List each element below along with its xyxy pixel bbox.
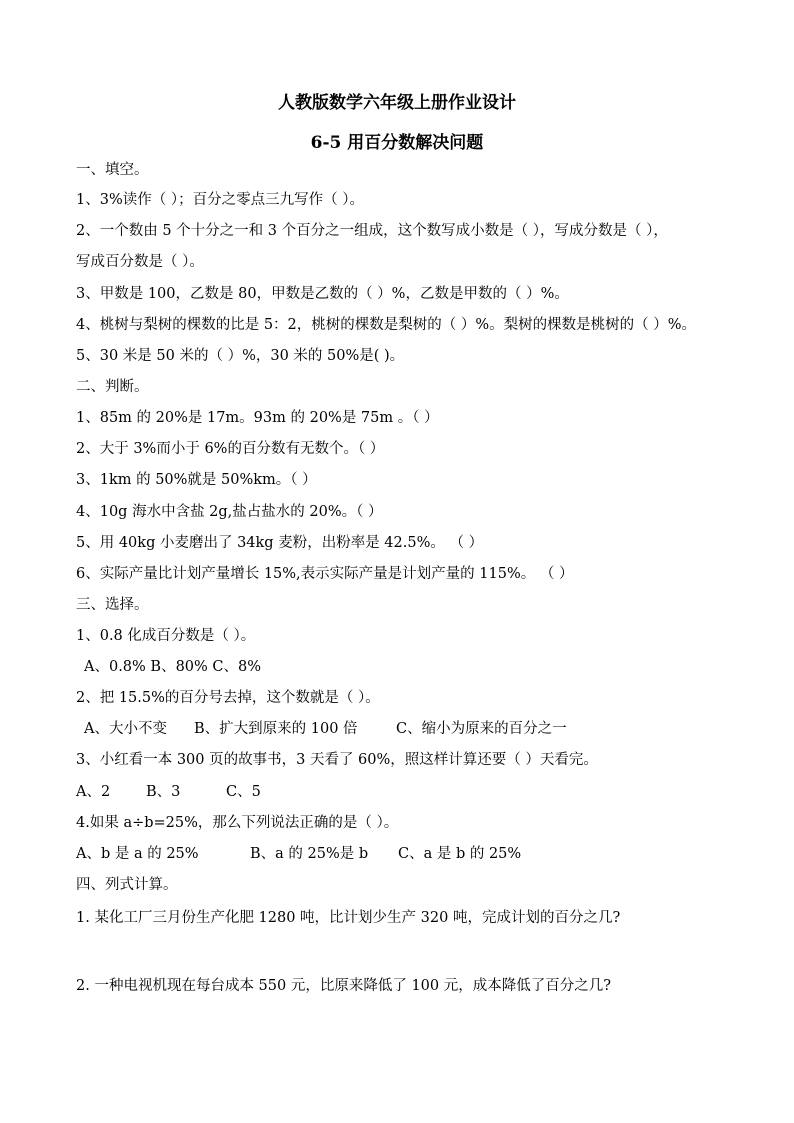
question-3-1-options: A、0.8% B、80% C、8% bbox=[84, 659, 262, 675]
question-4-2: 2. 一种电视机现在每台成本 550 元，比原来降低了 100 元，成本降低了百分之几? bbox=[76, 978, 612, 994]
question-2-1: 1、85m 的 20%是 17m。93m 的 20%是 75m 。（ ） bbox=[76, 410, 439, 426]
question-3-2-option-b: B、扩大到原来的 100 倍 bbox=[194, 721, 358, 737]
question-3-4-option-c: C、a 是 b 的 25% bbox=[398, 846, 522, 862]
question-4-1: 1. 某化工厂三月份生产化肥 1280 吨，比计划少生产 320 吨，完成计划的百分之几? bbox=[76, 910, 621, 926]
question-3-2-option-a: A、大小不变 bbox=[84, 721, 167, 737]
question-2-6: 6、实际产量比计划产量增长 15%,表示实际产量是计划产量的 115%。 （ ） bbox=[76, 566, 574, 582]
question-3-3-option-a: A、2 bbox=[76, 784, 111, 800]
question-3-3-option-b: B、3 bbox=[146, 784, 181, 800]
question-1-1: 1、3%读作（ ）；百分之零点三九写作（ ）。 bbox=[76, 192, 364, 208]
page-title: 人教版数学六年级上册作业设计 bbox=[278, 93, 516, 113]
question-1-5: 5、30 米是 50 米的（ ）%，30 米的 50%是( )。 bbox=[76, 348, 405, 364]
question-3-4-option-a: A、b 是 a 的 25% bbox=[76, 846, 199, 862]
question-1-3: 3、甲数是 100，乙数是 80，甲数是乙数的（ ）%，乙数是甲数的（ ）%。 bbox=[76, 286, 569, 302]
question-3-4: 4.如果 a÷b=25%，那么下列说法正确的是（ ）。 bbox=[76, 815, 399, 831]
question-3-3: 3、小红看一本 300 页的故事书，3 天看了 60%，照这样计算还要（ ）天看完。 bbox=[76, 752, 598, 768]
question-3-2-option-c: C、缩小为原来的百分之一 bbox=[396, 721, 567, 737]
question-2-4: 4、10g 海水中含盐 2g,盐占盐水的 20%。（ ） bbox=[76, 504, 383, 520]
question-2-5: 5、用 40kg 小麦磨出了 34kg 麦粉，出粉率是 42.5%。 （ ） bbox=[76, 535, 484, 551]
question-3-2: 2、把 15.5%的百分号去掉，这个数就是（ ）。 bbox=[76, 690, 380, 706]
page-subtitle: 6-5 用百分数解决问题 bbox=[310, 133, 484, 153]
question-3-3-option-c: C、5 bbox=[226, 784, 261, 800]
section-heading-calculation: 四、列式计算。 bbox=[76, 877, 178, 893]
section-heading-choice: 三、选择。 bbox=[76, 597, 149, 613]
question-1-4: 4、桃树与梨树的棵数的比是 5：2，桃树的棵数是梨树的（ ）%。梨树的棵数是桃树的（ ）%。 bbox=[76, 317, 697, 333]
question-1-2-cont: 写成百分数是（ ）。 bbox=[76, 254, 204, 270]
question-1-2: 2、一个数由 5 个十分之一和 3 个百分之一组成，这个数写成小数是（ ），写成分数是（ ）， bbox=[76, 223, 668, 239]
question-2-3: 3、1km 的 50%就是 50%km。（ ） bbox=[76, 472, 317, 488]
section-heading-fill-blank: 一、填空。 bbox=[76, 162, 149, 178]
section-heading-judge: 二、判断。 bbox=[76, 379, 149, 395]
question-3-1: 1、0.8 化成百分数是（ ）。 bbox=[76, 628, 256, 644]
question-2-2: 2、大于 3%而小于 6%的百分数有无数个。（ ） bbox=[76, 441, 385, 457]
question-3-4-option-b: B、a 的 25%是 b bbox=[250, 846, 369, 862]
